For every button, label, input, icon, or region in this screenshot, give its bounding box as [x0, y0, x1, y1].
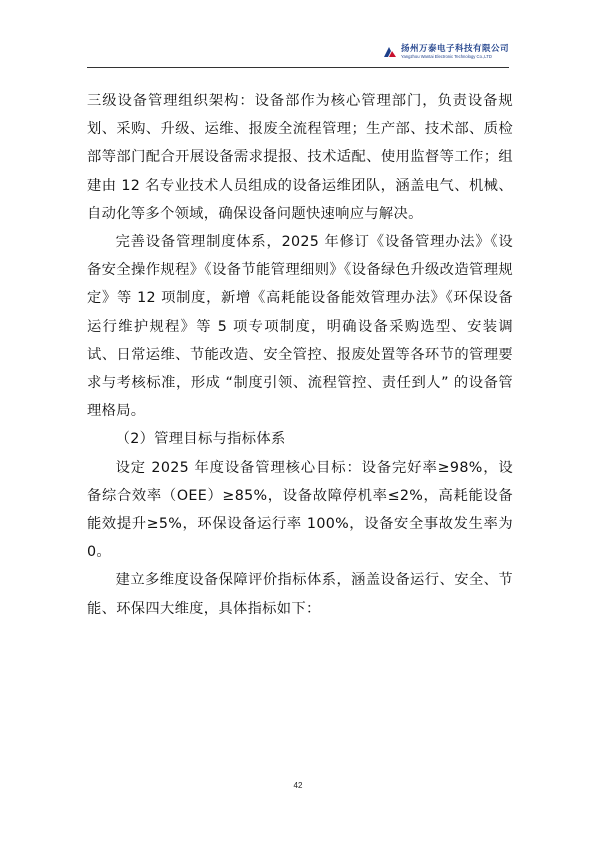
company-logo-icon: [383, 45, 397, 59]
paragraph-indicators: 建立多维度设备保障评价指标体系，涵盖设备运行、安全、节能、环保四大维度，具体指标如下：: [87, 572, 513, 617]
page-header: [87, 40, 509, 68]
section-heading: （2）管理目标与指标体系: [115, 431, 286, 448]
header-rule: [87, 67, 509, 68]
page-number: 42: [293, 781, 303, 790]
paragraph-org-structure: 三级设备管理组织架构：设备部作为核心管理部门，负责设备规划、采购、升级、运维、报废全流程管理；生产部、技术部、质检部等部门配合开展设备需求提报、技术适配、使用监督等工作；组建由 12 名专业技术人员组成的设备运维团队，涵盖电气、机械、自动化等多个领域，确保设备问题快速响应与解决。: [87, 93, 513, 222]
paragraph-management-system: 完善设备管理制度体系，2025 年修订《设备管理办法》《设备安全操作规程》《设备节能管理细则》《设备绿色升级改造管理规定》等 12 项制度，新增《高耗能设备能效管理办法》《环保设备运行维护规程》等 5 项专项制度，明确设备采购选型、安装调试、日常运维、节能改造、安全管控、报废处置等各环节的管理要求与考核标准，形成 “制度引领、流程管控、责任到人” 的设备管理格局。: [87, 234, 513, 420]
company-name-cn: 扬州万泰电子科技有限公司: [400, 44, 509, 54]
document-body: [87, 87, 513, 623]
paragraph-targets: 设定 2025 年度设备管理核心目标：设备完好率≥98%，设备综合效率（OEE）≥85%，设备故障停机率≤2%，高耗能设备能效提升≥5%，环保设备运行率 100%，设备安全事故发生率为 0。: [87, 459, 513, 561]
company-name-en: Yangzhou Wantai Electronic Technology Co.,LTD: [400, 54, 492, 59]
company-logo: [383, 44, 509, 60]
